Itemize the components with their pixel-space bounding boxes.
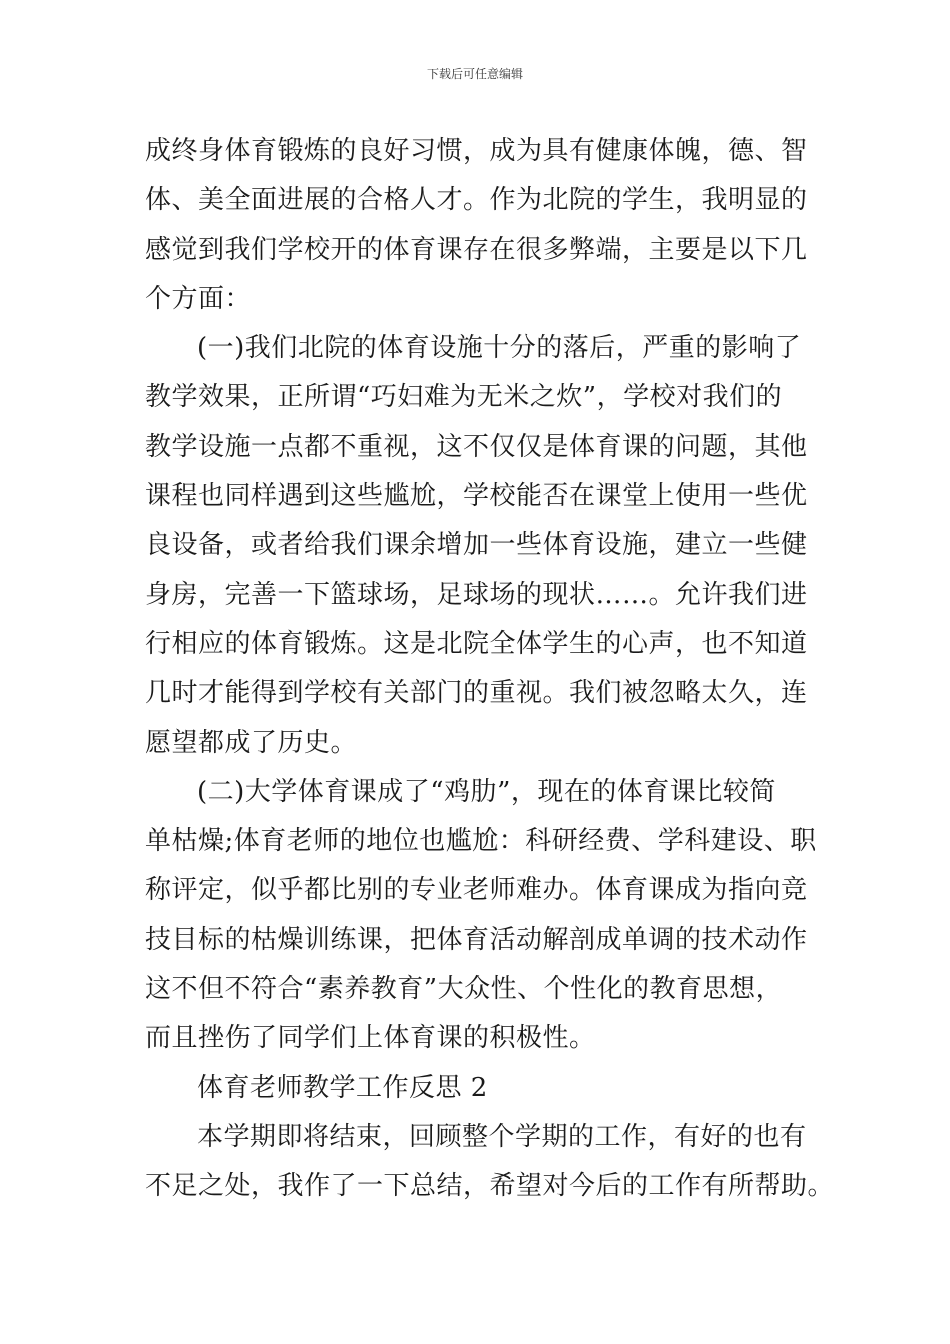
page-header: 下载后可任意编辑 [426,67,523,81]
text-line: 行相应的体育锻炼。这是北院全体学生的心声，也不知道 [145,628,808,659]
paragraph-heading-line: (二)大学体育课成了“鸡肋”，现在的体育课比较简 [197,776,776,807]
text-line: 课程也同样遇到这些尴尬，学校能否在课堂上使用一些优 [145,481,808,512]
text-line: 感觉到我们学校开的体育课存在很多弊端，主要是以下几 [145,234,808,265]
text-line: 不足之处，我作了一下总结，希望对今后的工作有所帮助。 [145,1171,835,1202]
text-line: 几时才能得到学校有关部门的重视。我们被忽略太久，连 [145,678,808,709]
text-line: 教学设施一点都不重视，这不仅仅是体育课的问题，其他 [145,431,808,462]
text-line: 单枯燥;体育老师的地位也尴尬：科研经费、学科建设、职 [145,826,817,857]
text-line: 称评定，似乎都比别的专业老师难办。体育课成为指向竞 [145,875,808,906]
text-line: 这不但不符合“素养教育”大众性、个性化的教育思想， [145,974,783,1005]
paragraph-start-line: 本学期即将结束，回顾整个学期的工作，有好的也有 [197,1121,807,1152]
section-title: 体育老师教学工作反思 2 [197,1072,488,1103]
text-line: 体、美全面进展的合格人才。作为北院的学生，我明显的 [145,185,808,216]
text-line: 良设备，或者给我们课余增加一些体育设施，建立一些健 [145,530,808,561]
text-line: 愿望都成了历史。 [145,727,358,758]
text-line: 个方面： [145,283,252,314]
paragraph-heading-line: (一)我们北院的体育设施十分的落后，严重的影响了 [197,333,802,364]
text-line: 教学效果，正所谓“巧妇难为无米之炊”，学校对我们的 [145,382,783,413]
text-line: 而且挫伤了同学们上体育课的积极性。 [145,1023,596,1054]
document-body [145,127,835,1212]
text-line: 成终身体育锻炼的良好习惯，成为具有健康体魄，德、智 [145,136,808,166]
text-line: 技目标的枯燥训练课，把体育活动解剖成单调的技术动作 [145,924,808,955]
text-line: 身房，完善一下篮球场，足球场的现状……。允许我们进 [145,579,808,610]
